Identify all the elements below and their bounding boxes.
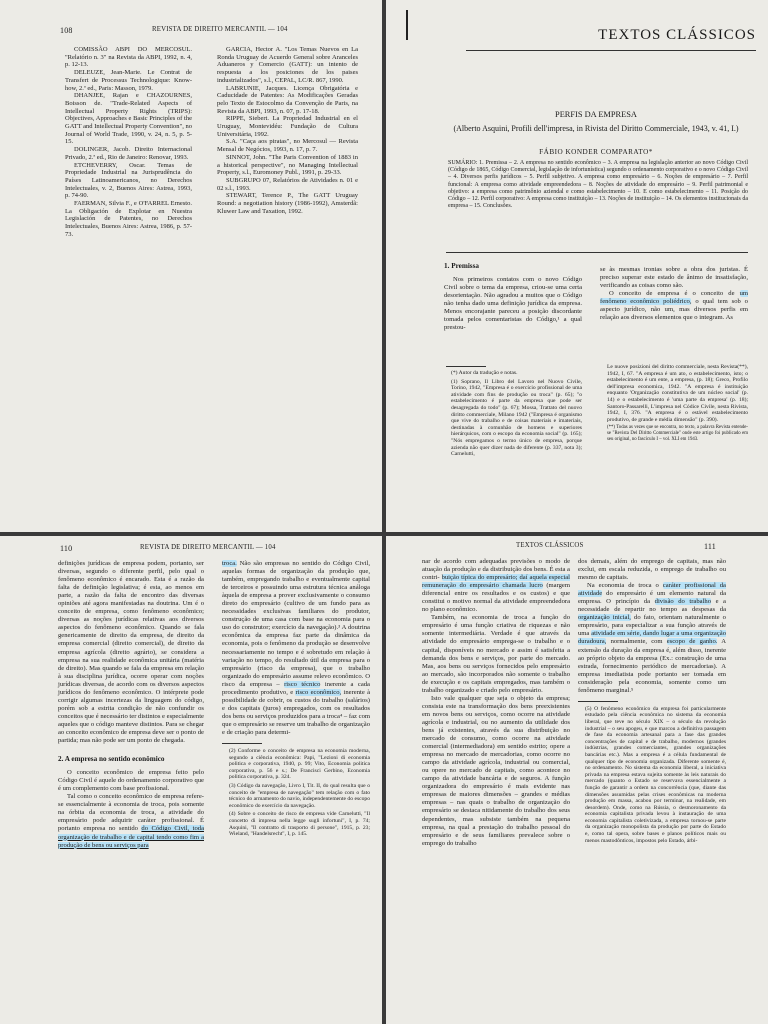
footnote: Le nuove posizioni del diritto commerciale, nesta Revista(**), 1942, I, 67. "A empresa é um ato, o estabelecimento, isto; o estabelecimento é um ente, a empresa, (p. 18); Greco, Profilo dell'impresa economica, 1942. "A empresa é instituição enquanto 'Organização constitutiva de um núcleo social' (p. 14) e o estabelecimento é 'uma parte da empresa' (p. 18); Santoro-Passarelli, L'impresa nel Códice Civile, nesta Rivista, 1942, I, 376. "A empresa é o estável estabelecimento produtivo, de grande e média dimensão" (p. 390). [607,364,748,423]
highlighted-text: atividade em série, dando lugar a uma organização duradoura, [578,630,727,646]
page-number: 111 [704,542,717,551]
text: do fato, orientam naturalmente o empresário, para especializar a sua função através de uma [578,614,726,638]
column-left [422,558,570,848]
footnote: (1) Soprano, Il Libro del Lavoro nel Nuovo Civile, Torino, 1942, "Empresa é o exercício profissional de uma atividade com fins de produção ou troca" (p. 65); "o estabelecimento é parte da empresa que pode ser desagregada do todo" (p. 67); Mossa, Trattato del nuovo diritto commerciale, Milano 1942 ("Empresa é organismo que vive do trabalho e de coisas materiais e imateriais, destinadas à comunhão de homens e superiores hierárquicos, com o escopo da economia social" (p. 165); "Nós empregamos o termo único de empresa, porque azienda não quer dizer nada de diferente (p. 337, nota 3); Carnelutti, [451,378,582,458]
text: do empresário é um elemento natural da empresa. O princípio da [578,590,726,606]
text: normalmente, com [610,638,663,646]
text: o qual tem sob o aspecto jurídico, não um, mas diversos perfis em relação aos diversos elementos que o integram. As [600,298,748,322]
text: nar de acordo com adequadas previsões o modo de atuação da produção e da distribuição dos bens. É esta a contri- [422,558,570,582]
references-left [58,46,192,239]
paragraph [578,582,726,695]
paragraph: O conceito econômico de empresa feito pelo Código Civil é aquele do ordenamento corporativo que é um complemento com base profissional. [58,769,204,793]
page-108 [0,0,382,532]
footnotes [578,706,726,844]
summary-rule [446,252,748,253]
paragraph: definições jurídicas de empresa podem, portanto, ser diversas, segundo o diferente perfil, pelo qual o fenômeno econômico é encarado. Esta é a razão da falta de definição legislativa; é esta, ao menos em parte, a razão da falta de encontro das diversas opiniões até agora manifestadas na doutrina. Um é o conceito de empresa, como fenômeno econômico; diversas as noções jurídicas relativas aos diversos aspectos do fenômeno econômico. Quando se fala genericamente de direito da empresa, de direito da empresa comercial (direito comercial), de direito da empresa agrícola (direito agrário), se considera a empresa na sua realidade econômica unitária (matéria de direito). Mas quando se fala da empresa em relação à sua disciplina jurídica, ocorre operar com noções jurídicas diversas, de acordo com os diversos aspectos jurídicos do fenômeno econômico. O intérprete pode corrigir algumas incertezas da linguagem do código, porém sob a estrita condição de não confundir os conceitos que é necessário ter distintos e especialmente aqueles que o código manteve distintos. Para se chegar ao conceito econômico de empresa deve ser o ponto de partida; mas não pode ser um ponto de chegada. [58,560,204,745]
reference-entry: DOLINGER, Jacob. Direito Internacional Privado, 2.ª ed., Rio de Janeiro: Renovar, 1993. [65,146,192,161]
text: Na economia de troca o [587,582,659,590]
page-109 [386,0,768,532]
footnote: (5) O fenômeno econômico da empresa foi particularmente estudado pela ciência econômica no sistema da economia liberal, que teve no século XIX – o século da revolução industrial – o seu apogeu, e que marcou a definitiva passagem de fase da economia artesanal para a fase das grandes concentrações de capital e de trabalho, modernos (grandes indústrias, grandes comerciantes, grandes organizações bancárias etc.). Mas a empresa é a célula fundamental de qualquer tipo de economia organizada. Diferente somente é, no ordenamento. No sistema da economia liberal, a iniciativa privada na empresa estava sujeita somente às leis naturais do mercado (quanto o Estado se reservava essencialmente a função de garantir a ordem na concorrência (que, diante das dimensões assumidas pelas crises econômicas na moderna produção em massa, acabou por terminar, na realidade, em desordem). Onde, como na Rússia, o desmoronamento da economia capitalista privada levou à instauração de uma economia capitalista coletivizada, a empresa tornou-se parte da organização monopolista da produção por parte do Estado e, como tal opera, sobre bases e planos políticos mais ou menos mastodônticos, impostos pelo Estado, árbi- [585,705,726,844]
reference-entry: STEWART, Terence P., The GATT Uruguay Round: a negotiation history (1986-1992), Amsterdã: Kluwer Law and Taxation, 1992. [217,192,358,215]
paragraph: Também, na economia de troca a função do empresário é uma função criativa de riquezas e não somente intermediária. Verdade é que através da atividade do empresário emprega-se o trabalho e o capital, disponíveis no mercado e assim é satisfeita a demanda dos bens e serviços, por parte do mercado. Mas, aos bens ou serviços fornecidos pelo empresário ao mercado, são incorporados não somente o trabalho de execução e os capitais empregados, mas também o trabalho organizado e criado pelo empresário. [422,614,570,694]
column-left [444,262,582,332]
paragraph [600,290,748,322]
page-number: 108 [60,26,73,35]
page-110 [0,536,382,1024]
column-left [58,560,204,850]
running-head: TEXTOS CLÁSSICOS [516,542,584,549]
footnote: (2) Conforme o conceito de empresa na economia moderna, segundo a ciência econômica: Papi, "Lezioni di economia politica e corporativa, 1940, p. 99; Vito, Economia politica corporativa, p. 56 e s.; De Francisci Gerbino, Economia politica corporativa, p. 324. [229,748,370,781]
footnote: (3) Código da navegação, Livro I, Tit. II, do qual resulta que o conceito de "empresa de navegação" tem relação com o fato técnico do armamento do navio, independentemente do escopo econômico do exercício da navegação. [229,783,370,809]
paragraph [222,560,370,737]
column-right [600,266,748,322]
highlighted-text: risco econômico, [295,688,342,696]
reference-entry: RIPPE, Siebert. La Propriedad Industrial en el Uruguay, Montevidéu: Fundação de Cultura Universitária, 1992. [217,115,358,138]
footnote-rule [446,366,486,367]
text: Não são empresas no sentido do Código Civil, aquelas formas de organização da produção que, também, empregando trabalho e eventualmente capital de terceiros e possuindo uma estrutura técnica análoga àquela de empresa a prover exclusivamente o consumo direto do empresário (cultivo de um fundo para as necessidades exclusivas familiares do produtor, construção de uma casa com base na economia para o uso do construtor; exercício da navegação).³ A doutrina econômica da empresa faz parte da dinâmica da economia, pois o fenômeno da produção se desenvolve necessariamente no tempo e é sobretudo em relação à variação no tempo, do resultado útil da empresa para o empresário (risco da empresa), que o trabalho organizado do empresário assume relevo econômico. O risco da empresa – [222,560,370,688]
footnotes-right [600,364,748,444]
text: (margem diferencial entre os resultados e os custos) e que constitui o motivo normal da atividade empreendedora no plano econômico. [422,582,570,614]
paragraph [422,558,570,614]
highlighted-text: escopo de ganho. [666,638,718,646]
reference-entry: GARCIA, Hector A. "Los Temas Nuevos en La Ronda Uruguay de Acuerdo General sobre Aranceles Aduaneros y Comercio (GATT): un intento de respuesta a los posiciones de los paises industrializados", s.l., CEPAL, LC/R. 867, 1990. [217,46,358,84]
paragraph: Isto vale qualquer que seja o objeto da empresa; consista este na transformação dos bens preexistentes em novos bens ou serviços, como ocorre na atividade agrícola e industrial, ou no aumento da utilidade dos bens já existentes, através da sua distribuição no mercado de consumo, como ocorre na atividade comercial (intermediadora) em sentido estrito; opere a empresa no mercado de mercadorias, como ocorre no campo da atividade agrícola, industrial ou comercial, ou opere no mercado de capitais, como acontece no campo da atividade bancária e de seguros. A função organizadora do empresário é mais evidente nas empresas de maiores dimensões – grandes e médias empresas – nas quais o trabalho de organização do empresário se destaca nitidamente do trabalho dos seus dependentes, mas subsiste também na pequena empresa, na qual a prestação do trabalho pessoal do empresário e de seus familiares prevalece sobre o emprego do trabalho [422,694,570,847]
summary: SUMÁRIO: 1. Premissa – 2. A empresa no sentido econômico – 3. A empresa na legislação anterior ao novo Código Civil (Código de 1865, Código Comercial, legislação de infortunística) segundo o ordenamento corporativo e o novo Código Civil – 4. Diversos perfis jurídicos – 5. Perfil subjetivo. A empresa como empresário – 6. Noções de empresário – 7. Perfil funcional: A empresa como atividade empreendedora – 8. Noções de atividade do empresário – 9. Perfil patrimonial e objetivo: a empresa como patrimônio aziendal e como estabelecimento – 10. E como estabelecimento – 11. Posição do Código – 12. Perfil corporativo: A empresa como instituição – 13. Noções de instituição – 14. Os elementos institucionais da empresa – 15. Conclusões. [448,160,748,210]
reference-entry: DHANJEE, Rajan e CHAZOURNES, Boisson de. "Trade-Related Aspects of Intellectual Property Rights (TRIPS): Objectives, Approaches e Basic Principles of the GATT and Intellectual Property Convention", no Journal of World Trade, 1990, v. 24, n. 5, p. 5-15. [65,92,192,146]
highlighted-text: caráter profissional da atividade [578,582,726,598]
paragraph: Nos primeiros contatos com o novo Código Civil sobre o tema da empresa, criou-se uma certa desorientação. Não agradou a muitos que o Código não tenha dado uma definição jurídica da empresa. Menos encorajante pareceu a posição discordante tomada pelos comentaristas do Código,¹ a qual prestou- [444,276,582,332]
footnotes-left [444,370,582,460]
text: A extensão da duração da empresa é, além disso, inerente ao próprio objeto da empresa (Ex.: construção de uma estrada, fornecimento periódico de mercadorias). A empresa imediatista pode portanto ser tomada em consideração pela economia, somente como um fenômeno marginal.⁵ [578,638,727,694]
text: Tal como o conceito econômico de empresa refere-se essencialmente à economia de troca, pois somente na órbita da economia de troca, a atividade do empresário pode adquirir caráter profissional. É portanto empresa no sentido [58,793,204,833]
highlighted-text: um fenômeno econômico poliédrico, [600,290,748,306]
column-right [222,560,370,840]
footnote-rule [578,701,618,702]
paragraph: se às mesmas ironias sobre a obra dos juristas. É preciso superar este estado de ânimo de insatisfação, verificando as coisas como são. [600,266,748,290]
page-number: 110 [60,544,73,553]
footnote: (4) Sobre o conceito de risco de empresa vide Carnelutti, "Il concetto di impresa nella legge sugli infortuni", I, p. 74; Asquini, "Il contratto di trasporto di persone", 1915, p. 23; Wieland, "Handelsrecht", I, p. 145. [229,811,370,838]
reference-entry: SUBGRUPO 07, Relatórios de Atividades n. 01 e 02 s.l., 1993. [217,176,358,192]
running-head: REVISTA DE DIREITO MERCANTIL — 104 [140,544,276,551]
running-head: REVISTA DE DIREITO MERCANTIL — 104 [152,26,288,33]
highlighted-text: divisão do trabalho [654,598,711,606]
references-right [210,46,358,215]
paragraph [58,793,204,849]
highlighted-text: risco técnico [284,680,321,688]
section-heading: 2. A empresa no sentido econômico [58,755,165,764]
section-heading: 1. Premissa [444,262,480,270]
text: O conceito de empresa é o conceito de [609,290,740,298]
reference-entry: SINNOT, John. "The Paris Convention of 1883 in a historical perspective", no Managing Intellectual Property, s.l., Euromoney Publ., 1991, p. 29-33. [217,153,358,177]
footnote: (**) Todas as vezes que se encontra, no texto, a palavra Revista entende-se "Revista Del Diritto Commerciale" onde este artigo foi publicado em seu original, no fascículo I – vol. XLI em 1943. [607,425,748,442]
article-author: FÁBIO KONDER COMPARATO* [539,148,653,156]
title-rule [466,50,756,51]
footnotes [222,748,370,838]
column-right [578,558,726,846]
article-title: PERFIS DA EMPRESA [555,110,637,119]
paragraph: dos demais, além do emprego de capitais, mas não exclui, em escala reduzida, o emprego de trabalho ou mesmo de capitais. [578,558,726,582]
reference-entry: S.A. "Caça aos piratas", no Mercosul — Revista Mensal de Negócios, 1993, n. 17, p. 7. [217,138,358,154]
highlighted-text: troca. [222,560,237,567]
reference-entry: LABRUNIE, Jacques. Licença Obrigatória e Caducidade de Patentes: As Modificações Geradas pelo Texto de Estocolmo da Convenção de Paris, na Revista da ABPI, 1993, n. 07, p. 17-18. [217,84,358,115]
scan-margin-mark [406,10,408,40]
reference-entry: COMISSÃO ABPI DO MERCOSUL. "Relatório n. 3" na Revista da ABPI, 1992, n. 4, p. 12-13. [65,46,192,69]
section-title: TEXTOS CLÁSSICOS [598,27,756,43]
text: e a necessidade de repartir no tempo as despesas da [578,598,726,614]
highlighted-text: organização inicial, [578,614,631,622]
article-subtitle: (Alberto Asquini, Profili dell'impresa, in Rivista del Diritto Commerciale, 1943, v. 41, I.) [453,124,739,133]
reference-entry: DELEUZE, Jean-Marie. Le Contrat de Transfert de Processus Technologique: Know-how, 2.ª ed., Paris: Masson, 1979. [65,69,192,92]
reference-entry: ETCHEVERRY, Oscar. Temas de Propriedade Industrial na Jurisprudência do Países Latinoamericanos, no Derechos Intelectuales, v. 2, Buenos Aires: Astrea, 1993, p. 74-90. [65,161,192,200]
page-111 [386,536,768,1024]
footnote: (*) Autor da tradução e notas. [451,370,518,376]
text: inerente a cada procedimento produtivo, e [222,680,370,696]
footnote-rule [222,743,262,744]
highlighted-text: buição típica do empresário; daí aquela especial remuneração do empresário chamada lucro [422,574,570,590]
highlighted-text: do Código Civil, toda organização de trabalho e de capital tendo como fim a produção de bens ou serviços para [58,825,204,849]
text: inerente à possibilidade de cobrir, os custos do trabalho (salários) e dos capitais (juros) empregados, com os resultados dos bens ou serviços produzidos para a troca⁴ – faz com que o empresário se reserve um trabalho de organização e de criação para determi- [222,688,371,736]
reference-entry: FAERMAN, Silvia F., e O'FARREL Ernesto. La Obligación de Explotar en Nuestra Legislación de Patentes, no Derechos Intelectuales, Buenos Aires: Astrea, 1986, p. 57-73. [65,200,192,238]
